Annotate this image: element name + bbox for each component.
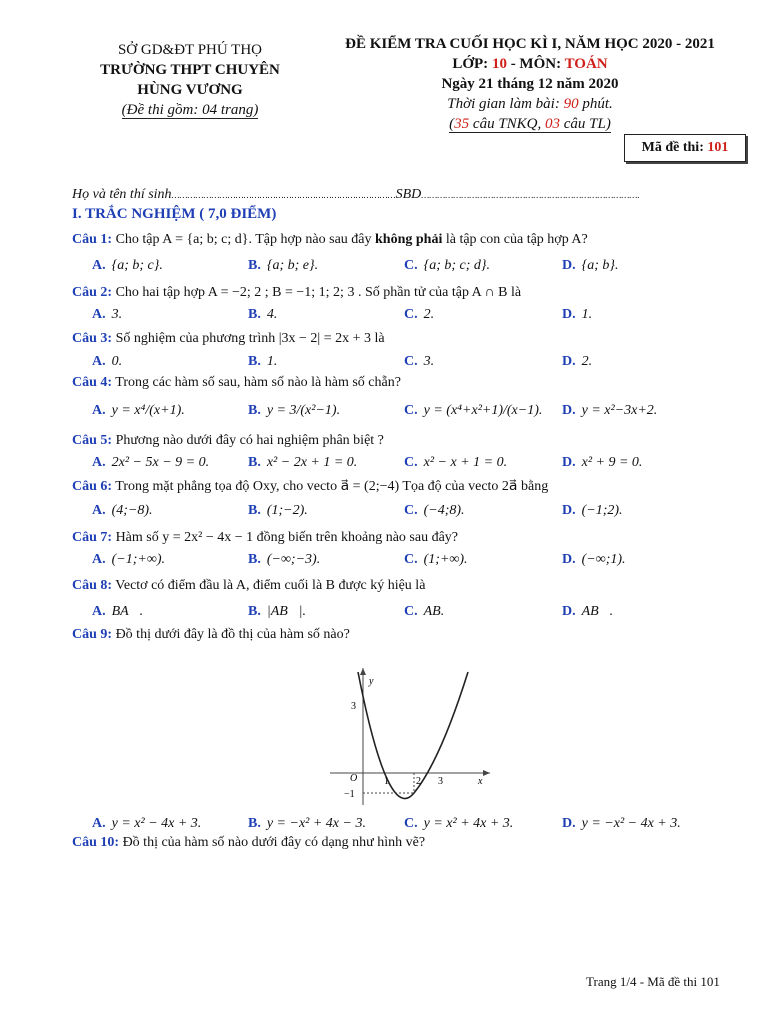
option-key: C. (404, 552, 418, 567)
option-text: y = x²−3x+2. (581, 403, 658, 418)
question-text: Cho tập A = {a; b; c; d}. Tập hợp nào sau đây (112, 232, 376, 247)
option-text: y = −x² + 4x − 3. (266, 816, 366, 831)
option-text: 3. (111, 307, 123, 322)
option-key: A. (92, 503, 106, 518)
option-key: A. (92, 552, 106, 567)
question-8-option-a (92, 604, 143, 620)
option-key: A. (92, 455, 106, 470)
question-label: Câu 1: (72, 232, 113, 247)
option-key: D. (562, 403, 576, 418)
option-key: A. (92, 403, 106, 418)
question-8-option-b (248, 604, 306, 620)
question-4-option-d (562, 403, 657, 419)
question-label: Câu 5: (72, 433, 113, 448)
option-text: 4. (266, 307, 278, 322)
option-key: D. (562, 258, 576, 273)
page-footer: Trang 1/4 - Mã đề thi 101 (586, 974, 720, 989)
option-text: 1. (581, 307, 593, 322)
question-3-option-b (248, 354, 277, 370)
option-key: B. (248, 258, 261, 273)
option-key: B. (248, 816, 261, 831)
exam-code-box: Mã đề thi: 101 (624, 134, 746, 162)
option-key: C. (404, 455, 418, 470)
question-1-option-d (562, 258, 618, 274)
student-info-line: Họ và tên thí sinh…………………………………………………………………………SBD………………………………………………………………………. (72, 187, 640, 202)
option-key: D. (562, 307, 576, 322)
question-6-option-b (248, 503, 308, 519)
question-text: Trong các hàm số sau, hàm số nào là hàm số chẵn? (112, 375, 401, 390)
option-text: (−1;+∞). (111, 552, 165, 567)
question-5-option-d (562, 455, 642, 471)
option-text: (1;−2). (266, 503, 308, 518)
option-text: (1;+∞). (423, 552, 468, 567)
question-8 (72, 578, 425, 594)
question-label: Câu 3: (72, 331, 113, 346)
question-emphasis: không phải (375, 232, 443, 247)
option-key: C. (404, 604, 418, 619)
class-subject-line: LỚP: 10 - MÔN: TOÁN (452, 56, 608, 72)
option-text: 1. (266, 354, 278, 369)
option-key: D. (562, 604, 576, 619)
question-9-option-c (404, 816, 513, 832)
x-axis-arrow (483, 770, 490, 776)
question-text: Phương nào dưới đây có hai nghiệm phân biệt ? (112, 433, 384, 448)
option-key: D. (562, 503, 576, 518)
question-label: Câu 7: (72, 530, 113, 545)
option-key: C. (404, 503, 418, 518)
y-axis-label: y (369, 676, 374, 687)
question-4-option-b (248, 403, 340, 419)
question-text-tail: là tập con của tập hợp A? (442, 232, 588, 247)
school-name-line1: TRƯỜNG THPT CHUYÊN (100, 62, 280, 78)
option-text: (−1;2). (581, 503, 623, 518)
parabola-curve (358, 672, 468, 799)
tick-label-x3: 3 (438, 776, 443, 787)
option-key: B. (248, 503, 261, 518)
question-text: Đồ thị của hàm số nào dưới đây có dạng như hình vẽ? (119, 835, 426, 850)
option-key: A. (92, 258, 106, 273)
option-key: C. (404, 354, 418, 369)
option-text: 2. (423, 307, 435, 322)
option-text: {a; b}. (581, 258, 619, 273)
option-text: 3. (423, 354, 435, 369)
question-text: Đồ thị dưới đây là đồ thị của hàm số nào? (112, 627, 350, 642)
option-key: A. (92, 307, 106, 322)
question-7 (72, 530, 458, 546)
question-5-option-b (248, 455, 357, 471)
origin-label: O (350, 773, 358, 784)
question-8-option-c (404, 604, 444, 620)
exam-title: ĐỀ KIỂM TRA CUỐI HỌC KÌ I, NĂM HỌC 2020 - 2021 (345, 36, 715, 52)
question-3-option-c (404, 354, 434, 370)
time-line: Thời gian làm bài: 90 phút. (447, 96, 613, 112)
question-5 (72, 433, 384, 449)
option-text: BA⃗. (111, 604, 144, 619)
question-4 (72, 375, 401, 391)
department-name: SỞ GD&ĐT PHÚ THỌ (117, 42, 263, 58)
option-key: C. (404, 258, 418, 273)
option-key: D. (562, 354, 576, 369)
option-text: {a; b; c}. (111, 258, 163, 273)
question-2-option-d (562, 307, 592, 323)
question-5-option-a (92, 455, 209, 471)
section-title: I. TRẮC NGHIỆM ( 7,0 ĐIỂM) (72, 206, 277, 222)
question-label: Câu 10: (72, 835, 120, 850)
option-text: 2x² − 5x − 9 = 0. (111, 455, 210, 470)
tick-label-ym1: −1 (344, 789, 355, 800)
option-key: D. (562, 552, 576, 567)
question-text: Cho hai tập hợp A = −2; 2 ; B = −1; 1; 2; 3 . Số phần tử của tập A ∩ B là (112, 285, 522, 300)
tick-label-x1: 1 (384, 776, 389, 787)
option-text: y = 3/(x²−1). (266, 403, 341, 418)
question-7-option-a (92, 552, 165, 568)
option-text: |AB⃗|. (266, 604, 307, 619)
option-text: y = x² + 4x + 3. (423, 816, 514, 831)
option-text: AB. (423, 604, 445, 619)
option-text: (4;−8). (111, 503, 153, 518)
question-8-option-d (562, 604, 613, 620)
option-text: (−4;8). (423, 503, 465, 518)
option-text: (−∞;−3). (266, 552, 321, 567)
option-text: x² − x + 1 = 0. (423, 455, 508, 470)
school-name-line2: HÙNG VƯƠNG (137, 82, 243, 98)
question-7-option-c (404, 552, 468, 568)
question-6-option-c (404, 503, 465, 519)
question-label: Câu 8: (72, 578, 113, 593)
question-6-option-a (92, 503, 153, 519)
question-label: Câu 6: (72, 479, 113, 494)
option-text: {a; b; c; d}. (423, 258, 491, 273)
question-2-option-a (92, 307, 122, 323)
question-1 (72, 232, 588, 248)
option-text: y = −x² − 4x + 3. (581, 816, 681, 831)
question-7-option-b (248, 552, 320, 568)
question-9-option-b (248, 816, 366, 832)
option-key: B. (248, 403, 261, 418)
header-left (60, 40, 320, 120)
question-3 (72, 331, 385, 347)
question-9-option-d (562, 816, 681, 832)
question-9-option-a (92, 816, 201, 832)
option-key: B. (248, 552, 261, 567)
option-key: C. (404, 816, 418, 831)
question-2 (72, 285, 521, 301)
question-10 (72, 835, 425, 851)
question-9 (72, 627, 350, 643)
exam-date: Ngày 21 tháng 12 năm 2020 (441, 76, 619, 92)
question-7-option-d (562, 552, 626, 568)
option-key: B. (248, 604, 261, 619)
option-text: y = x² − 4x + 3. (111, 816, 202, 831)
question-label: Câu 4: (72, 375, 113, 390)
question-4-option-c (404, 403, 542, 419)
option-text: 0. (111, 354, 123, 369)
option-key: B. (248, 307, 261, 322)
question-2-option-b (248, 307, 277, 323)
question-text: Vectơ có điểm đầu là A, điểm cuối là B được ký hiệu là (112, 578, 426, 593)
option-key: D. (562, 816, 576, 831)
option-text: (−∞;1). (581, 552, 626, 567)
option-text: x² − 2x + 1 = 0. (266, 455, 358, 470)
option-key: A. (92, 816, 106, 831)
question-text: Hàm số y = 2x² − 4x − 1 đồng biến trên khoảng nào sau đây? (112, 530, 458, 545)
question-1-option-b (248, 258, 318, 274)
tick-label-x2: 2 (416, 776, 421, 787)
option-text: {a; b; e}. (266, 258, 319, 273)
question-6-option-d (562, 503, 623, 519)
option-text: 2. (581, 354, 593, 369)
option-key: A. (92, 604, 106, 619)
question-text: Trong mặt phẳng tọa độ Oxy, cho vecto a⃗ = (2;−4) Tọa độ của vecto 2a⃗ bằng (112, 479, 549, 494)
option-text: AB⃗. (581, 604, 614, 619)
option-key: B. (248, 455, 261, 470)
x-axis-label: x (478, 776, 483, 787)
question-label: Câu 2: (72, 285, 113, 300)
question-3-option-d (562, 354, 592, 370)
option-text: y = (x⁴+x²+1)/(x−1). (423, 403, 543, 418)
option-key: D. (562, 455, 576, 470)
option-key: C. (404, 403, 418, 418)
tick-label-y3: 3 (351, 701, 356, 712)
option-text: y = x⁴/(x+1). (111, 403, 185, 418)
question-6 (72, 478, 548, 495)
question-3-option-a (92, 354, 122, 370)
question-count-line: (35 câu TNKQ, 03 câu TL) (449, 116, 611, 132)
question-label: Câu 9: (72, 627, 113, 642)
question-1-option-c (404, 258, 490, 274)
question-5-option-c (404, 455, 507, 471)
question-text: Số nghiệm của phương trình |3x − 2| = 2x + 3 là (112, 331, 385, 346)
option-key: B. (248, 354, 261, 369)
option-text: x² + 9 = 0. (581, 455, 643, 470)
y-axis-arrow (360, 668, 366, 675)
parabola-graph (330, 660, 500, 810)
header-right (330, 34, 730, 134)
option-key: A. (92, 354, 106, 369)
question-2-option-c (404, 307, 434, 323)
question-1-option-a (92, 258, 163, 274)
pages-note: (Đề thi gồm: 04 trang) (121, 102, 259, 118)
question-4-option-a (92, 403, 185, 419)
option-key: C. (404, 307, 418, 322)
